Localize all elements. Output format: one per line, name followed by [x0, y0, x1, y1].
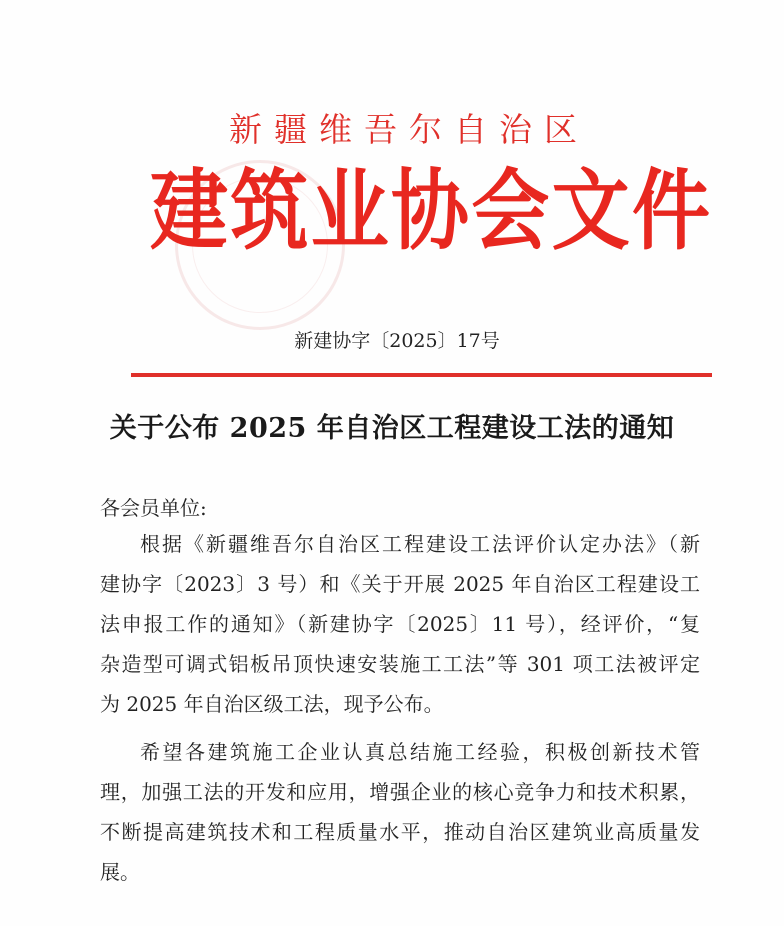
header-subtitle: 新疆维吾尔自治区	[229, 110, 589, 149]
document-number: 新建协字〔2025〕17号	[294, 330, 500, 352]
body-paragraph-1	[100, 524, 700, 724]
header-main-char: 筑	[230, 161, 309, 263]
paragraph-line: 不断提高建筑技术和工程质量水平，推动自治区建筑业高质量发	[100, 820, 700, 844]
paragraph-line: 根据《新疆维吾尔自治区工程建设工法评价认定办法》（新	[140, 532, 700, 556]
header-main-char: 件	[631, 161, 710, 263]
header-main-char: 业	[310, 161, 389, 263]
paragraph-line: 希望各建筑施工企业认真总结施工经验，积极创新技术管	[140, 740, 700, 764]
header-main-char: 文	[551, 161, 630, 263]
header-main-char: 会	[471, 161, 550, 263]
paragraph-line: 展。	[100, 860, 140, 884]
paragraph-line: 建协字〔2023〕3 号）和《关于开展 2025 年自治区工程建设工	[100, 572, 700, 596]
red-divider-rule	[131, 373, 712, 377]
notice-title: 关于公布 2025 年自治区工程建设工法的通知	[109, 413, 675, 444]
salutation: 各会员单位:	[100, 496, 207, 520]
header-main-char: 协	[390, 161, 469, 263]
body-paragraph-2	[100, 732, 700, 892]
paragraph-line: 理，加强工法的开发和应用，增强企业的核心竞争力和技术积累，	[100, 780, 700, 804]
paragraph-line: 为 2025 年自治区级工法，现予公布。	[100, 692, 444, 716]
header-main-char: 建	[150, 161, 229, 263]
paragraph-line: 杂造型可调式铝板吊顶快速安装施工工法”等 301 项工法被评定	[100, 652, 700, 676]
paragraph-line: 法申报工作的通知》（新建协字〔2025〕11 号），经评价，“复	[100, 612, 700, 636]
header-main-title	[150, 161, 710, 263]
